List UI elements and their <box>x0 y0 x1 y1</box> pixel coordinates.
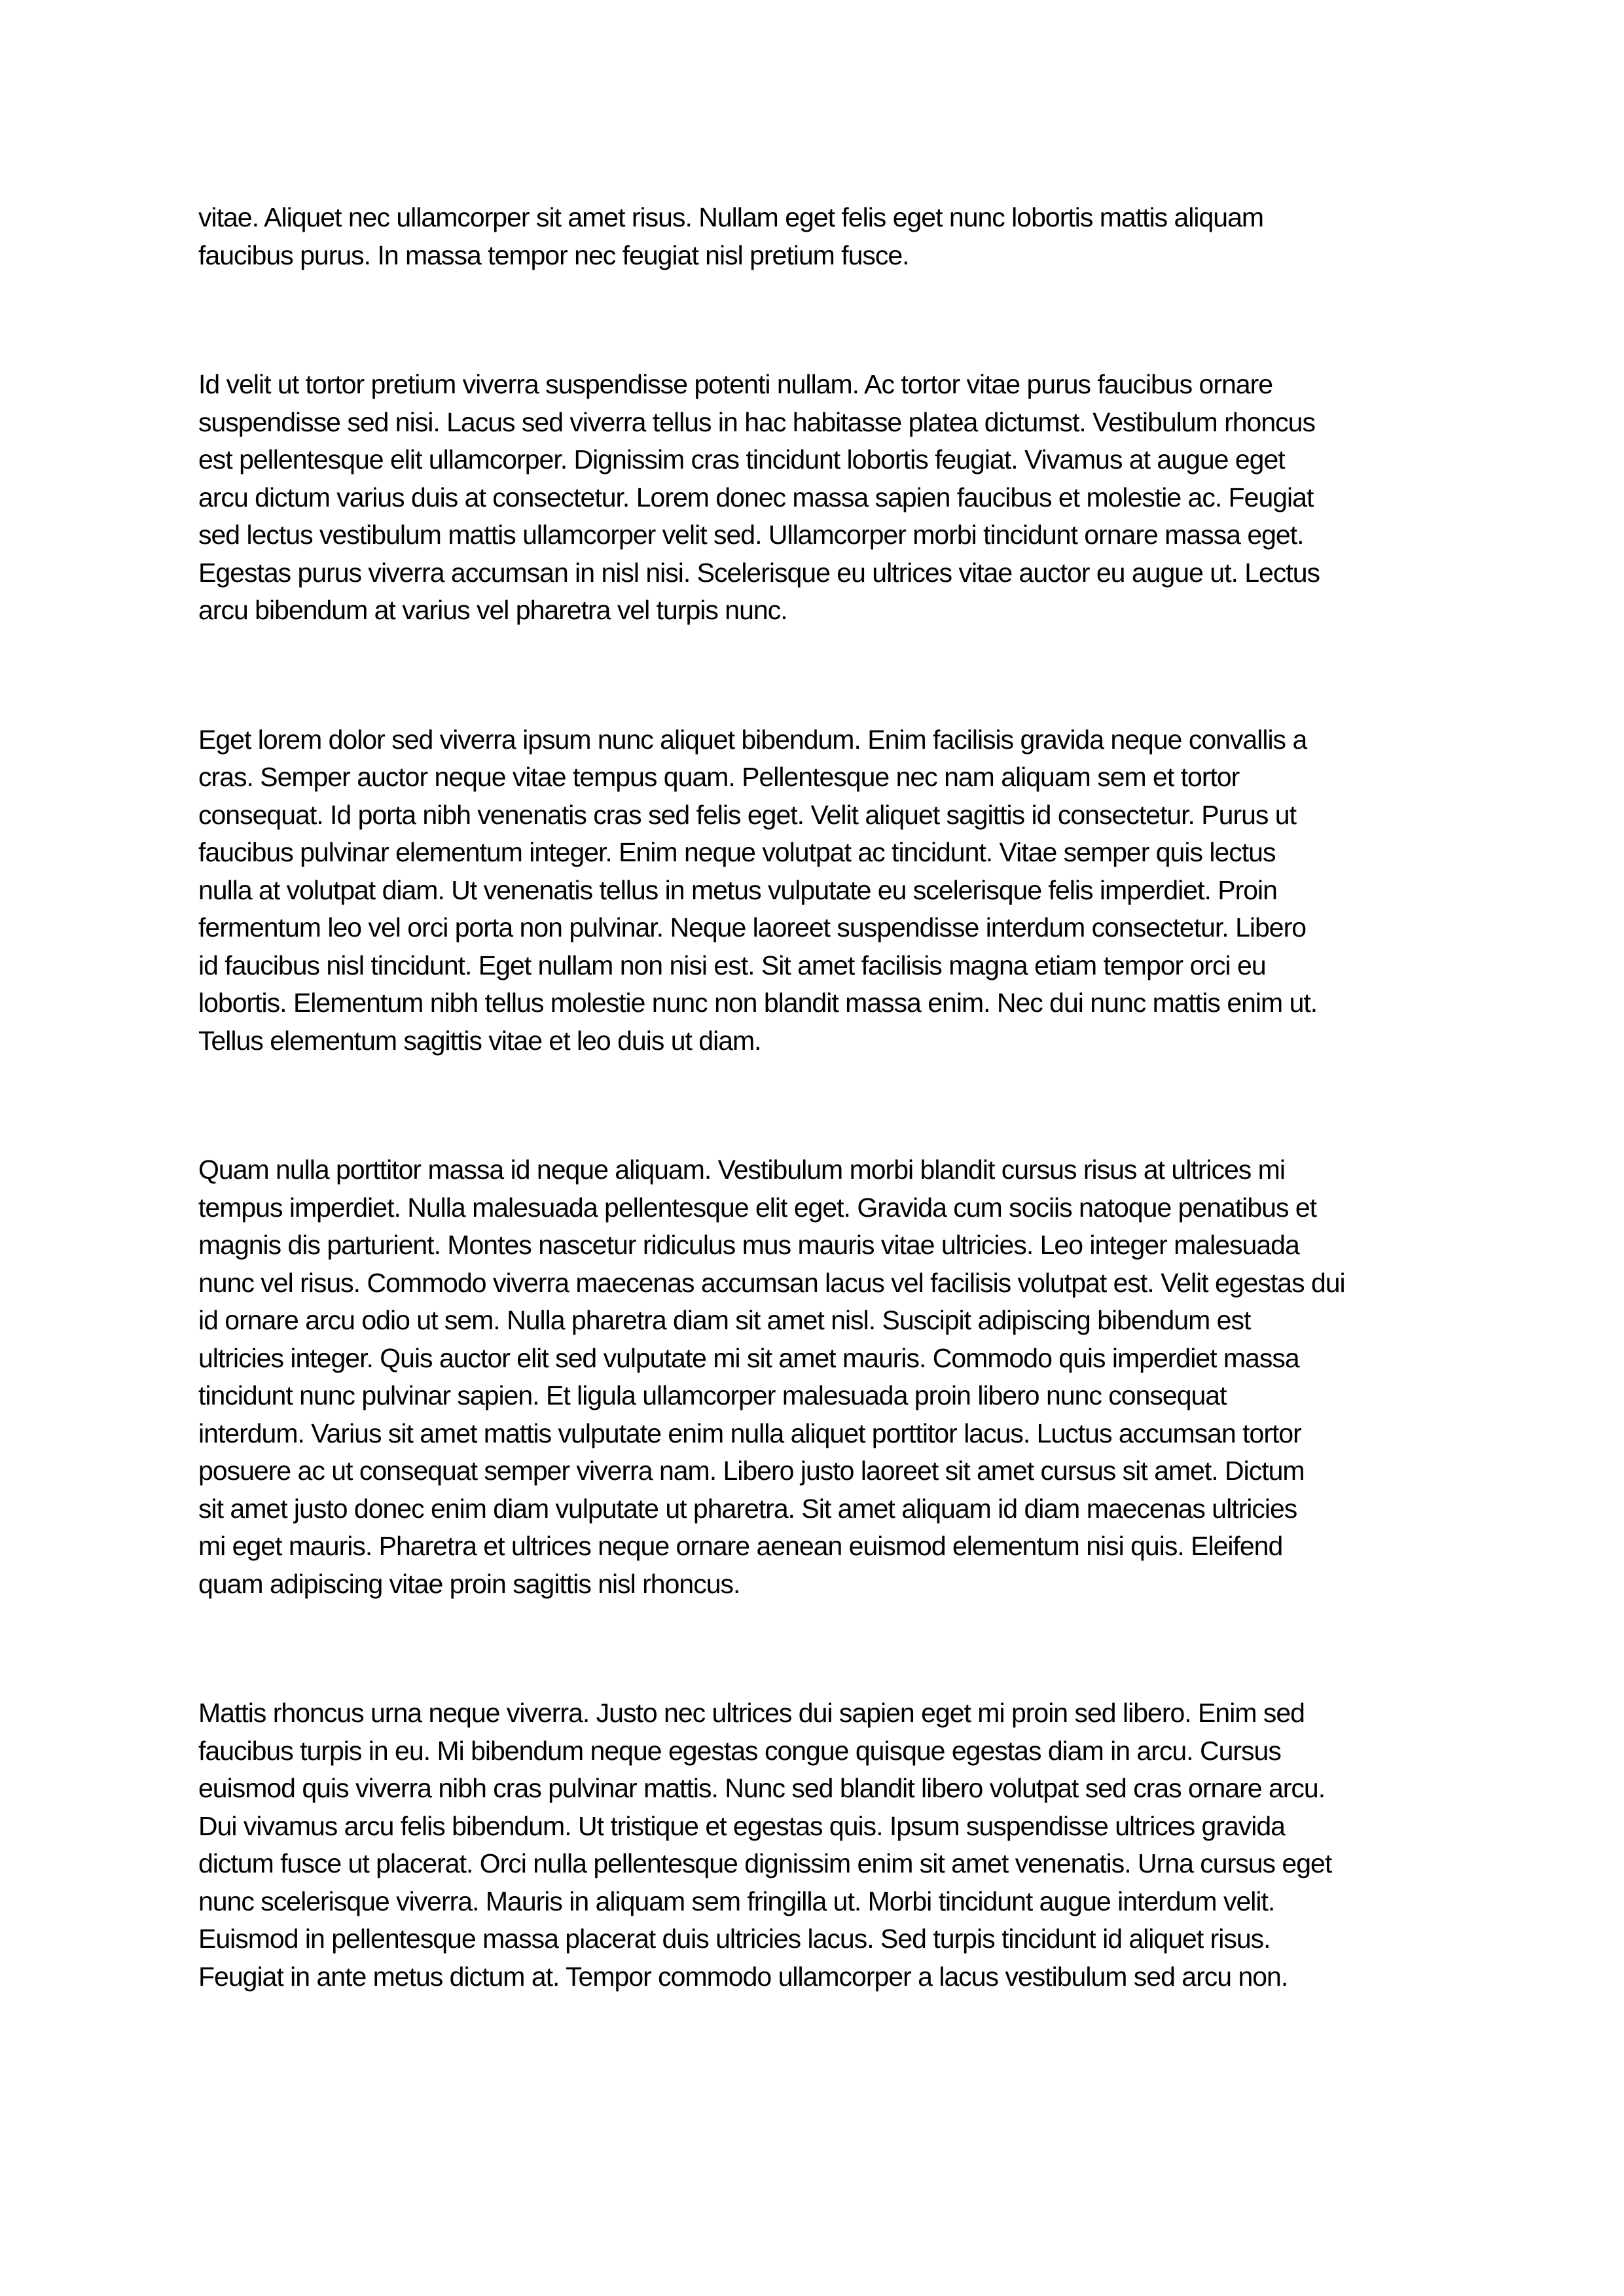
text-line: Eget lorem dolor sed viverra ipsum nunc aliquet bibendum. Enim facilisis gravida neque convallis a <box>198 724 1307 755</box>
paragraph <box>198 1151 1390 1603</box>
text-line: faucibus purus. In massa tempor nec feugiat nisl pretium fusce. <box>198 240 909 270</box>
text-line: fermentum leo vel orci porta non pulvinar. Neque laoreet suspendisse interdum consectetur. Libero <box>198 912 1307 942</box>
text-line: consequat. Id porta nibh venenatis cras sed felis eget. Velit aliquet sagittis id consectetur. Purus ut <box>198 799 1296 830</box>
text-line: magnis dis parturient. Montes nascetur ridiculus mus mauris vitae ultricies. Leo integer malesuada <box>198 1230 1299 1260</box>
text-line: Feugiat in ante metus dictum at. Tempor commodo ullamcorper a lacus vestibulum sed arcu non. <box>198 1961 1288 1992</box>
text-line: ultricies integer. Quis auctor elit sed vulputate mi sit amet mauris. Commodo quis imperdiet massa <box>198 1342 1299 1373</box>
paragraph <box>198 721 1390 1060</box>
text-line: sit amet justo donec enim diam vulputate ut pharetra. Sit amet aliquam id diam maecenas ultricies <box>198 1493 1297 1524</box>
text-line: quam adipiscing vitae proin sagittis nisl rhoncus. <box>198 1568 740 1599</box>
text-line: nulla at volutpat diam. Ut venenatis tellus in metus vulputate eu scelerisque felis imperdiet. Proin <box>198 874 1277 905</box>
text-line: tincidunt nunc pulvinar sapien. Et ligula ullamcorper malesuada proin libero nunc consequat <box>198 1380 1227 1410</box>
text-line: faucibus turpis in eu. Mi bibendum neque egestas congue quisque egestas diam in arcu. Cursus <box>198 1735 1281 1766</box>
text-line: id ornare arcu odio ut sem. Nulla pharetra diam sit amet nisl. Suscipit adipiscing bibendum est <box>198 1305 1251 1335</box>
text-line: sed lectus vestibulum mattis ullamcorper velit sed. Ullamcorper morbi tincidunt ornare massa eget. <box>198 520 1304 550</box>
text-line: est pellentesque elit ullamcorper. Dignissim cras tincidunt lobortis feugiat. Vivamus at augue eget <box>198 444 1285 475</box>
paragraph <box>198 199 1390 274</box>
text-line: lobortis. Elementum nibh tellus molestie nunc non blandit massa enim. Nec dui nunc mattis enim ut. <box>198 988 1318 1018</box>
paragraph <box>198 1695 1390 1996</box>
text-line: Euismod in pellentesque massa placerat duis ultricies lacus. Sed turpis tincidunt id aliquet risus. <box>198 1924 1271 1954</box>
text-line: mi eget mauris. Pharetra et ultrices neque ornare aenean euismod elementum nisi quis. Eleifend <box>198 1531 1283 1561</box>
text-line: Quam nulla porttitor massa id neque aliquam. Vestibulum morbi blandit cursus risus at ultrices mi <box>198 1155 1285 1185</box>
text-line: dictum fusce ut placerat. Orci nulla pellentesque dignissim enim sit amet venenatis. Urna cursus eget <box>198 1848 1332 1878</box>
text-line: cras. Semper auctor neque vitae tempus quam. Pellentesque nec nam aliquam sem et tortor <box>198 762 1240 792</box>
text-line: suspendisse sed nisi. Lacus sed viverra tellus in hac habitasse platea dictumst. Vestibulum rhoncus <box>198 406 1315 437</box>
document-body <box>198 199 1390 1996</box>
text-line: Mattis rhoncus urna neque viverra. Justo nec ultrices dui sapien eget mi proin sed libero. Enim sed <box>198 1698 1305 1728</box>
paragraph <box>198 366 1390 630</box>
text-line: vitae. Aliquet nec ullamcorper sit amet risus. Nullam eget felis eget nunc lobortis mattis aliquam <box>198 202 1264 232</box>
text-line: tempus imperdiet. Nulla malesuada pellentesque elit eget. Gravida cum sociis natoque penatibus et <box>198 1192 1317 1223</box>
text-line: Egestas purus viverra accumsan in nisl nisi. Scelerisque eu ultrices vitae auctor eu augue ut. Lectus <box>198 557 1320 588</box>
text-line: faucibus pulvinar elementum integer. Enim neque volutpat ac tincidunt. Vitae semper quis lectus <box>198 837 1276 867</box>
text-line: id faucibus nisl tincidunt. Eget nullam non nisi est. Sit amet facilisis magna etiam tempor orci eu <box>198 950 1266 980</box>
text-line: nunc vel risus. Commodo viverra maecenas accumsan lacus vel facilisis volutpat est. Velit egestas dui <box>198 1267 1345 1298</box>
text-line: Dui vivamus arcu felis bibendum. Ut tristique et egestas quis. Ipsum suspendisse ultrices gravida <box>198 1810 1285 1841</box>
text-line: arcu bibendum at varius vel pharetra vel turpis nunc. <box>198 595 787 625</box>
text-line: interdum. Varius sit amet mattis vulputate enim nulla aliquet porttitor lacus. Luctus accumsan tortor <box>198 1418 1301 1448</box>
text-line: nunc scelerisque viverra. Mauris in aliquam sem fringilla ut. Morbi tincidunt augue interdum velit. <box>198 1886 1275 1916</box>
text-line: euismod quis viverra nibh cras pulvinar mattis. Nunc sed blandit libero volutpat sed cras ornare arcu. <box>198 1773 1326 1803</box>
text-line: arcu dictum varius duis at consectetur. Lorem donec massa sapien faucibus et molestie ac. Feugiat <box>198 482 1314 512</box>
text-line: Id velit ut tortor pretium viverra suspendisse potenti nullam. Ac tortor vitae purus faucibus ornare <box>198 369 1273 399</box>
text-line: posuere ac ut consequat semper viverra nam. Libero justo laoreet sit amet cursus sit amet. Dictum <box>198 1456 1305 1486</box>
text-line: Tellus elementum sagittis vitae et leo duis ut diam. <box>198 1025 761 1056</box>
